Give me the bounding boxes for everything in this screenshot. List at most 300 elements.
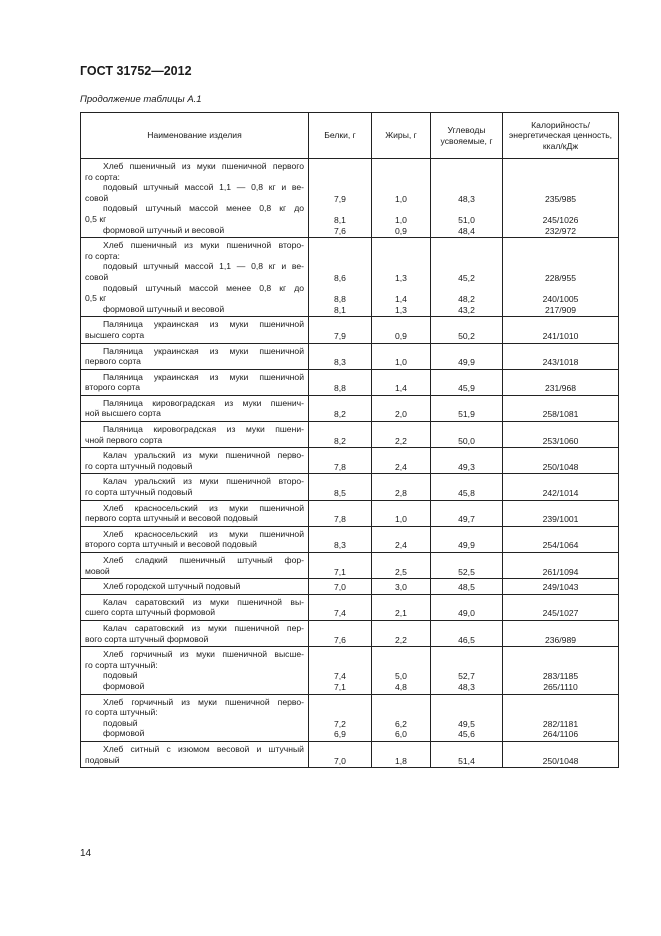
fat-cell <box>372 647 431 694</box>
protein-cell <box>309 579 372 595</box>
value-line: 7,0 <box>334 582 346 593</box>
value-line: 250/1048 <box>542 755 579 766</box>
calories-cell <box>503 647 619 694</box>
product-name-line: Хлеб горчичный из муки пшеничной перво- <box>103 696 304 707</box>
calories-cell <box>503 159 619 238</box>
value-line <box>507 399 614 410</box>
value-line <box>507 183 614 194</box>
fat-cell <box>372 500 431 526</box>
value-line <box>435 173 498 184</box>
value-line <box>376 252 426 263</box>
protein-cell <box>309 448 372 474</box>
value-line <box>376 745 426 756</box>
carbs-cell <box>431 594 503 620</box>
product-name-line: первого сорта штучный и весовой подовый <box>85 513 258 524</box>
product-name-line: Калач уральский из муки пшеничной перво- <box>103 450 304 461</box>
protein-cell <box>309 317 372 343</box>
value-line <box>313 425 367 436</box>
product-name-cell <box>81 474 309 500</box>
value-line: 1,8 <box>395 755 407 766</box>
value-line <box>435 347 498 358</box>
value-line: 245/1026 <box>542 214 579 225</box>
value-line: 49,7 <box>458 514 475 525</box>
carbs-cell <box>431 317 503 343</box>
product-name-line: го сорта штучный: <box>85 707 158 718</box>
protein-cell <box>309 343 372 369</box>
value-line <box>435 650 498 661</box>
fat-cell <box>372 553 431 579</box>
value-line <box>507 252 614 263</box>
value-line <box>376 661 426 672</box>
product-name-line: высшего сорта <box>85 329 145 340</box>
value-line: 1,0 <box>395 214 407 225</box>
product-name-line: Хлеб пшеничный из муки пшеничной первого <box>103 161 304 171</box>
value-line: 2,4 <box>395 461 407 472</box>
product-name-line: вого сорта штучный формовой <box>85 633 209 644</box>
value-line <box>507 284 614 295</box>
value-line <box>507 477 614 488</box>
value-line <box>507 556 614 567</box>
value-line: 6,0 <box>395 729 407 740</box>
value-line <box>507 241 614 252</box>
protein-cell <box>309 159 372 238</box>
value-line: 258/1081 <box>542 409 579 420</box>
value-line <box>435 708 498 719</box>
calories-cell <box>503 500 619 526</box>
product-name-line: 0,5 кг <box>85 213 107 224</box>
product-name-line: Паляница украинская из муки пшеничной <box>103 371 304 382</box>
value-line: 6,2 <box>395 718 407 729</box>
value-line: 253/1060 <box>542 435 579 446</box>
carbs-cell <box>431 553 503 579</box>
value-line <box>507 661 614 672</box>
value-line: 1,4 <box>395 294 407 305</box>
value-line: 48,2 <box>458 294 475 305</box>
carbs-cell <box>431 647 503 694</box>
value-line <box>376 173 426 184</box>
calories-cell <box>503 594 619 620</box>
table-row <box>81 594 619 620</box>
value-line: 243/1018 <box>542 357 579 368</box>
value-line <box>435 504 498 515</box>
value-line: 0,9 <box>395 330 407 341</box>
fat-cell <box>372 741 431 767</box>
fat-cell <box>372 474 431 500</box>
value-line <box>507 162 614 173</box>
calories-cell <box>503 369 619 395</box>
value-line <box>313 708 367 719</box>
value-line: 1,0 <box>395 357 407 368</box>
value-line <box>435 241 498 252</box>
col-header-calories: Калорийность/ энергетическая ценность, ккал/кДж <box>503 113 619 159</box>
value-line: 8,5 <box>334 488 346 499</box>
value-line: 1,3 <box>395 272 407 283</box>
value-line: 48,3 <box>458 193 475 204</box>
value-line <box>435 556 498 567</box>
product-name-cell <box>81 620 309 646</box>
product-name-cell <box>81 694 309 741</box>
value-line: 49,5 <box>458 718 475 729</box>
carbs-cell <box>431 395 503 421</box>
carbs-cell <box>431 448 503 474</box>
value-line: 228/955 <box>544 272 577 283</box>
value-line: 2,0 <box>395 409 407 420</box>
product-name-line: подовый штучный массой менее 0,8 кг до <box>103 203 304 214</box>
value-line <box>313 173 367 184</box>
value-line: 8,8 <box>334 294 346 305</box>
value-line: 45,6 <box>458 729 475 740</box>
product-name-line: первого сорта <box>85 356 141 367</box>
value-line: 6,9 <box>334 729 346 740</box>
carbs-cell <box>431 474 503 500</box>
calories-cell <box>503 620 619 646</box>
value-line <box>507 698 614 709</box>
value-line: 48,3 <box>458 681 475 692</box>
value-line <box>376 556 426 567</box>
value-line: 245/1027 <box>542 608 579 619</box>
table-body <box>81 159 619 768</box>
value-line: 0,9 <box>395 225 407 236</box>
table-row <box>81 422 619 448</box>
calories-cell <box>503 474 619 500</box>
value-line: 8,8 <box>334 383 346 394</box>
product-name-cell <box>81 238 309 317</box>
value-line <box>313 162 367 173</box>
value-line: 2,2 <box>395 634 407 645</box>
product-name-line: формовой штучный и весовой <box>103 224 225 235</box>
table-row <box>81 474 619 500</box>
product-name-line: второго сорта штучный и весовой подовый <box>85 539 257 550</box>
value-line <box>313 451 367 462</box>
value-line <box>507 425 614 436</box>
value-line: 2,5 <box>395 566 407 577</box>
value-line <box>376 477 426 488</box>
calories-cell <box>503 317 619 343</box>
value-line: 8,3 <box>334 357 346 368</box>
value-line: 50,2 <box>458 330 475 341</box>
value-line <box>435 745 498 756</box>
value-line <box>313 284 367 295</box>
calories-cell <box>503 579 619 595</box>
product-name-line: го сорта: <box>85 171 120 182</box>
value-line: 43,2 <box>458 304 475 315</box>
value-line <box>376 650 426 661</box>
fat-cell <box>372 620 431 646</box>
table-row <box>81 579 619 595</box>
value-line <box>507 373 614 384</box>
fat-cell <box>372 343 431 369</box>
page-number: 14 <box>80 848 92 859</box>
value-line <box>507 173 614 184</box>
product-name-line: го сорта штучный подовый <box>85 487 193 498</box>
calories-cell <box>503 448 619 474</box>
product-name-line: подовый <box>103 717 138 728</box>
product-name-line: 0,5 кг <box>85 293 107 304</box>
value-line: 240/1005 <box>542 294 579 305</box>
value-line: 282/1181 <box>542 718 579 729</box>
protein-cell <box>309 620 372 646</box>
product-name-line: подовый штучный массой 1,1 — 0,8 кг и ве- <box>103 261 304 272</box>
calories-cell <box>503 238 619 317</box>
value-line <box>435 284 498 295</box>
value-line <box>435 624 498 635</box>
table-row <box>81 647 619 694</box>
value-line: 8,1 <box>334 304 346 315</box>
product-name-cell <box>81 741 309 767</box>
value-line: 1,0 <box>395 514 407 525</box>
value-line <box>313 661 367 672</box>
value-line <box>376 698 426 709</box>
col-header-carbs: Углеводы усвояемые, г <box>431 113 503 159</box>
value-line <box>313 320 367 331</box>
value-line <box>313 347 367 358</box>
table-row <box>81 343 619 369</box>
carbs-cell <box>431 741 503 767</box>
value-line: 2,2 <box>395 435 407 446</box>
calories-cell <box>503 741 619 767</box>
value-line: 4,8 <box>395 681 407 692</box>
value-line: 239/1001 <box>542 514 579 525</box>
value-line: 261/1094 <box>542 566 579 577</box>
calories-cell <box>503 395 619 421</box>
value-line: 2,4 <box>395 540 407 551</box>
product-name-cell <box>81 526 309 552</box>
value-line: 52,5 <box>458 566 475 577</box>
calories-cell <box>503 553 619 579</box>
value-line: 249/1043 <box>542 582 579 593</box>
table-row <box>81 395 619 421</box>
product-name-cell <box>81 500 309 526</box>
table-row <box>81 620 619 646</box>
value-line: 1,4 <box>395 383 407 394</box>
value-line <box>313 204 367 215</box>
carbs-cell <box>431 526 503 552</box>
value-line: 264/1106 <box>542 729 579 740</box>
value-line: 48,5 <box>458 582 475 593</box>
value-line <box>313 373 367 384</box>
table-continuation-caption: Продолжение таблицы А.1 <box>80 94 202 105</box>
value-line <box>435 477 498 488</box>
protein-cell <box>309 526 372 552</box>
fat-cell <box>372 395 431 421</box>
value-line <box>313 598 367 609</box>
value-line <box>313 477 367 488</box>
value-line <box>376 183 426 194</box>
product-name-line: Калач саратовский из муки пшеничной пер- <box>103 622 304 633</box>
carbs-cell <box>431 422 503 448</box>
value-line: 7,1 <box>334 566 346 577</box>
value-line: 7,4 <box>334 608 346 619</box>
value-line <box>507 598 614 609</box>
value-line <box>435 183 498 194</box>
value-line <box>435 530 498 541</box>
value-line <box>376 708 426 719</box>
value-line <box>376 624 426 635</box>
value-line: 49,0 <box>458 608 475 619</box>
value-line <box>313 252 367 263</box>
value-line <box>313 698 367 709</box>
value-line: 242/1014 <box>542 488 579 499</box>
value-line: 45,8 <box>458 488 475 499</box>
value-line <box>313 241 367 252</box>
table-header-row <box>81 113 619 159</box>
table-row <box>81 238 619 317</box>
carbs-cell <box>431 579 503 595</box>
document-header: ГОСТ 31752—2012 <box>80 64 192 78</box>
table-row <box>81 369 619 395</box>
value-line: 8,6 <box>334 272 346 283</box>
value-line: 283/1185 <box>542 671 579 682</box>
value-line <box>435 598 498 609</box>
protein-cell <box>309 395 372 421</box>
value-line: 8,3 <box>334 540 346 551</box>
protein-cell <box>309 422 372 448</box>
table-row <box>81 694 619 741</box>
protein-cell <box>309 647 372 694</box>
value-line: 49,3 <box>458 461 475 472</box>
product-name-cell <box>81 594 309 620</box>
fat-cell <box>372 422 431 448</box>
value-line <box>313 745 367 756</box>
fat-cell <box>372 579 431 595</box>
product-name-line: Калач саратовский из муки пшеничной вы- <box>103 596 304 607</box>
value-line: 51,4 <box>458 755 475 766</box>
value-line: 50,0 <box>458 435 475 446</box>
value-line: 3,0 <box>395 582 407 593</box>
protein-cell <box>309 500 372 526</box>
value-line <box>313 183 367 194</box>
product-name-line: Хлеб пшеничный из муки пшеничной второ- <box>103 240 304 251</box>
product-name-cell <box>81 448 309 474</box>
product-name-line: подовый штучный массой менее 0,8 кг до <box>103 282 304 293</box>
value-line: 49,9 <box>458 540 475 551</box>
calories-cell <box>503 422 619 448</box>
product-name-line: Паляница кировоградская из муки пшенич- <box>103 397 304 408</box>
value-line: 7,4 <box>334 671 346 682</box>
value-line: 2,1 <box>395 608 407 619</box>
fat-cell <box>372 694 431 741</box>
col-header-protein: Белки, г <box>309 113 372 159</box>
protein-cell <box>309 594 372 620</box>
value-line: 232/972 <box>544 225 577 236</box>
value-line <box>507 624 614 635</box>
product-name-line: Хлеб ситный с изюмом весовой и штучный <box>103 743 304 754</box>
value-line <box>376 204 426 215</box>
calories-cell <box>503 694 619 741</box>
value-line <box>435 399 498 410</box>
fat-cell <box>372 526 431 552</box>
value-line: 46,5 <box>458 634 475 645</box>
value-line <box>507 745 614 756</box>
value-line <box>507 204 614 215</box>
table-row <box>81 159 619 238</box>
value-line: 236/989 <box>544 634 577 645</box>
product-name-line: Паляница украинская из муки пшеничной <box>103 319 304 330</box>
value-line <box>435 698 498 709</box>
value-line: 7,9 <box>334 330 346 341</box>
value-line <box>376 399 426 410</box>
carbs-cell <box>431 159 503 238</box>
value-line <box>507 320 614 331</box>
protein-cell <box>309 694 372 741</box>
value-line <box>376 598 426 609</box>
value-line: 265/1110 <box>543 681 578 692</box>
carbs-cell <box>431 500 503 526</box>
value-line <box>376 425 426 436</box>
value-line <box>376 162 426 173</box>
value-line: 8,2 <box>334 435 346 446</box>
value-line: 49,9 <box>458 357 475 368</box>
value-line: 51,0 <box>458 214 475 225</box>
product-name-line: совой <box>85 271 109 282</box>
value-line <box>313 650 367 661</box>
product-name-cell <box>81 343 309 369</box>
value-line <box>435 252 498 263</box>
carbs-cell <box>431 238 503 317</box>
product-name-line: формовой <box>103 728 145 739</box>
table-row <box>81 741 619 767</box>
product-name-line: го сорта штучный подовый <box>85 460 193 471</box>
value-line: 7,9 <box>334 193 346 204</box>
value-line <box>507 504 614 515</box>
value-line: 7,8 <box>334 461 346 472</box>
product-name-cell <box>81 395 309 421</box>
value-line <box>507 347 614 358</box>
table-row <box>81 553 619 579</box>
table-row <box>81 500 619 526</box>
protein-cell <box>309 369 372 395</box>
value-line <box>507 451 614 462</box>
value-line <box>313 530 367 541</box>
product-name-line: Хлеб горчичный из муки пшеничной высше- <box>103 649 304 660</box>
fat-cell <box>372 317 431 343</box>
value-line: 52,7 <box>458 671 475 682</box>
product-name-line: формовой штучный и весовой <box>103 303 225 314</box>
protein-cell <box>309 741 372 767</box>
value-line <box>313 262 367 273</box>
value-line <box>507 650 614 661</box>
product-name-line: Паляница кировоградская из муки пшени- <box>103 424 304 435</box>
product-name-line: совой <box>85 192 109 203</box>
value-line: 45,9 <box>458 383 475 394</box>
carbs-cell <box>431 694 503 741</box>
value-line <box>376 451 426 462</box>
value-line <box>313 624 367 635</box>
value-line <box>435 262 498 273</box>
value-line <box>376 284 426 295</box>
value-line <box>435 373 498 384</box>
product-name-line: подовый <box>103 670 138 681</box>
product-name-cell <box>81 159 309 238</box>
value-line <box>435 204 498 215</box>
value-line: 7,8 <box>334 514 346 525</box>
table-row <box>81 448 619 474</box>
value-line: 8,1 <box>334 214 346 225</box>
value-line <box>435 661 498 672</box>
value-line <box>376 262 426 273</box>
value-line: 231/968 <box>544 383 577 394</box>
value-line: 48,4 <box>458 225 475 236</box>
carbs-cell <box>431 620 503 646</box>
value-line: 7,2 <box>334 718 346 729</box>
product-name-line: Паляница украинская из муки пшеничной <box>103 345 304 356</box>
value-line <box>313 504 367 515</box>
product-name-cell <box>81 317 309 343</box>
value-line: 1,3 <box>395 304 407 315</box>
value-line: 217/909 <box>544 304 577 315</box>
product-name-cell <box>81 553 309 579</box>
value-line <box>376 320 426 331</box>
